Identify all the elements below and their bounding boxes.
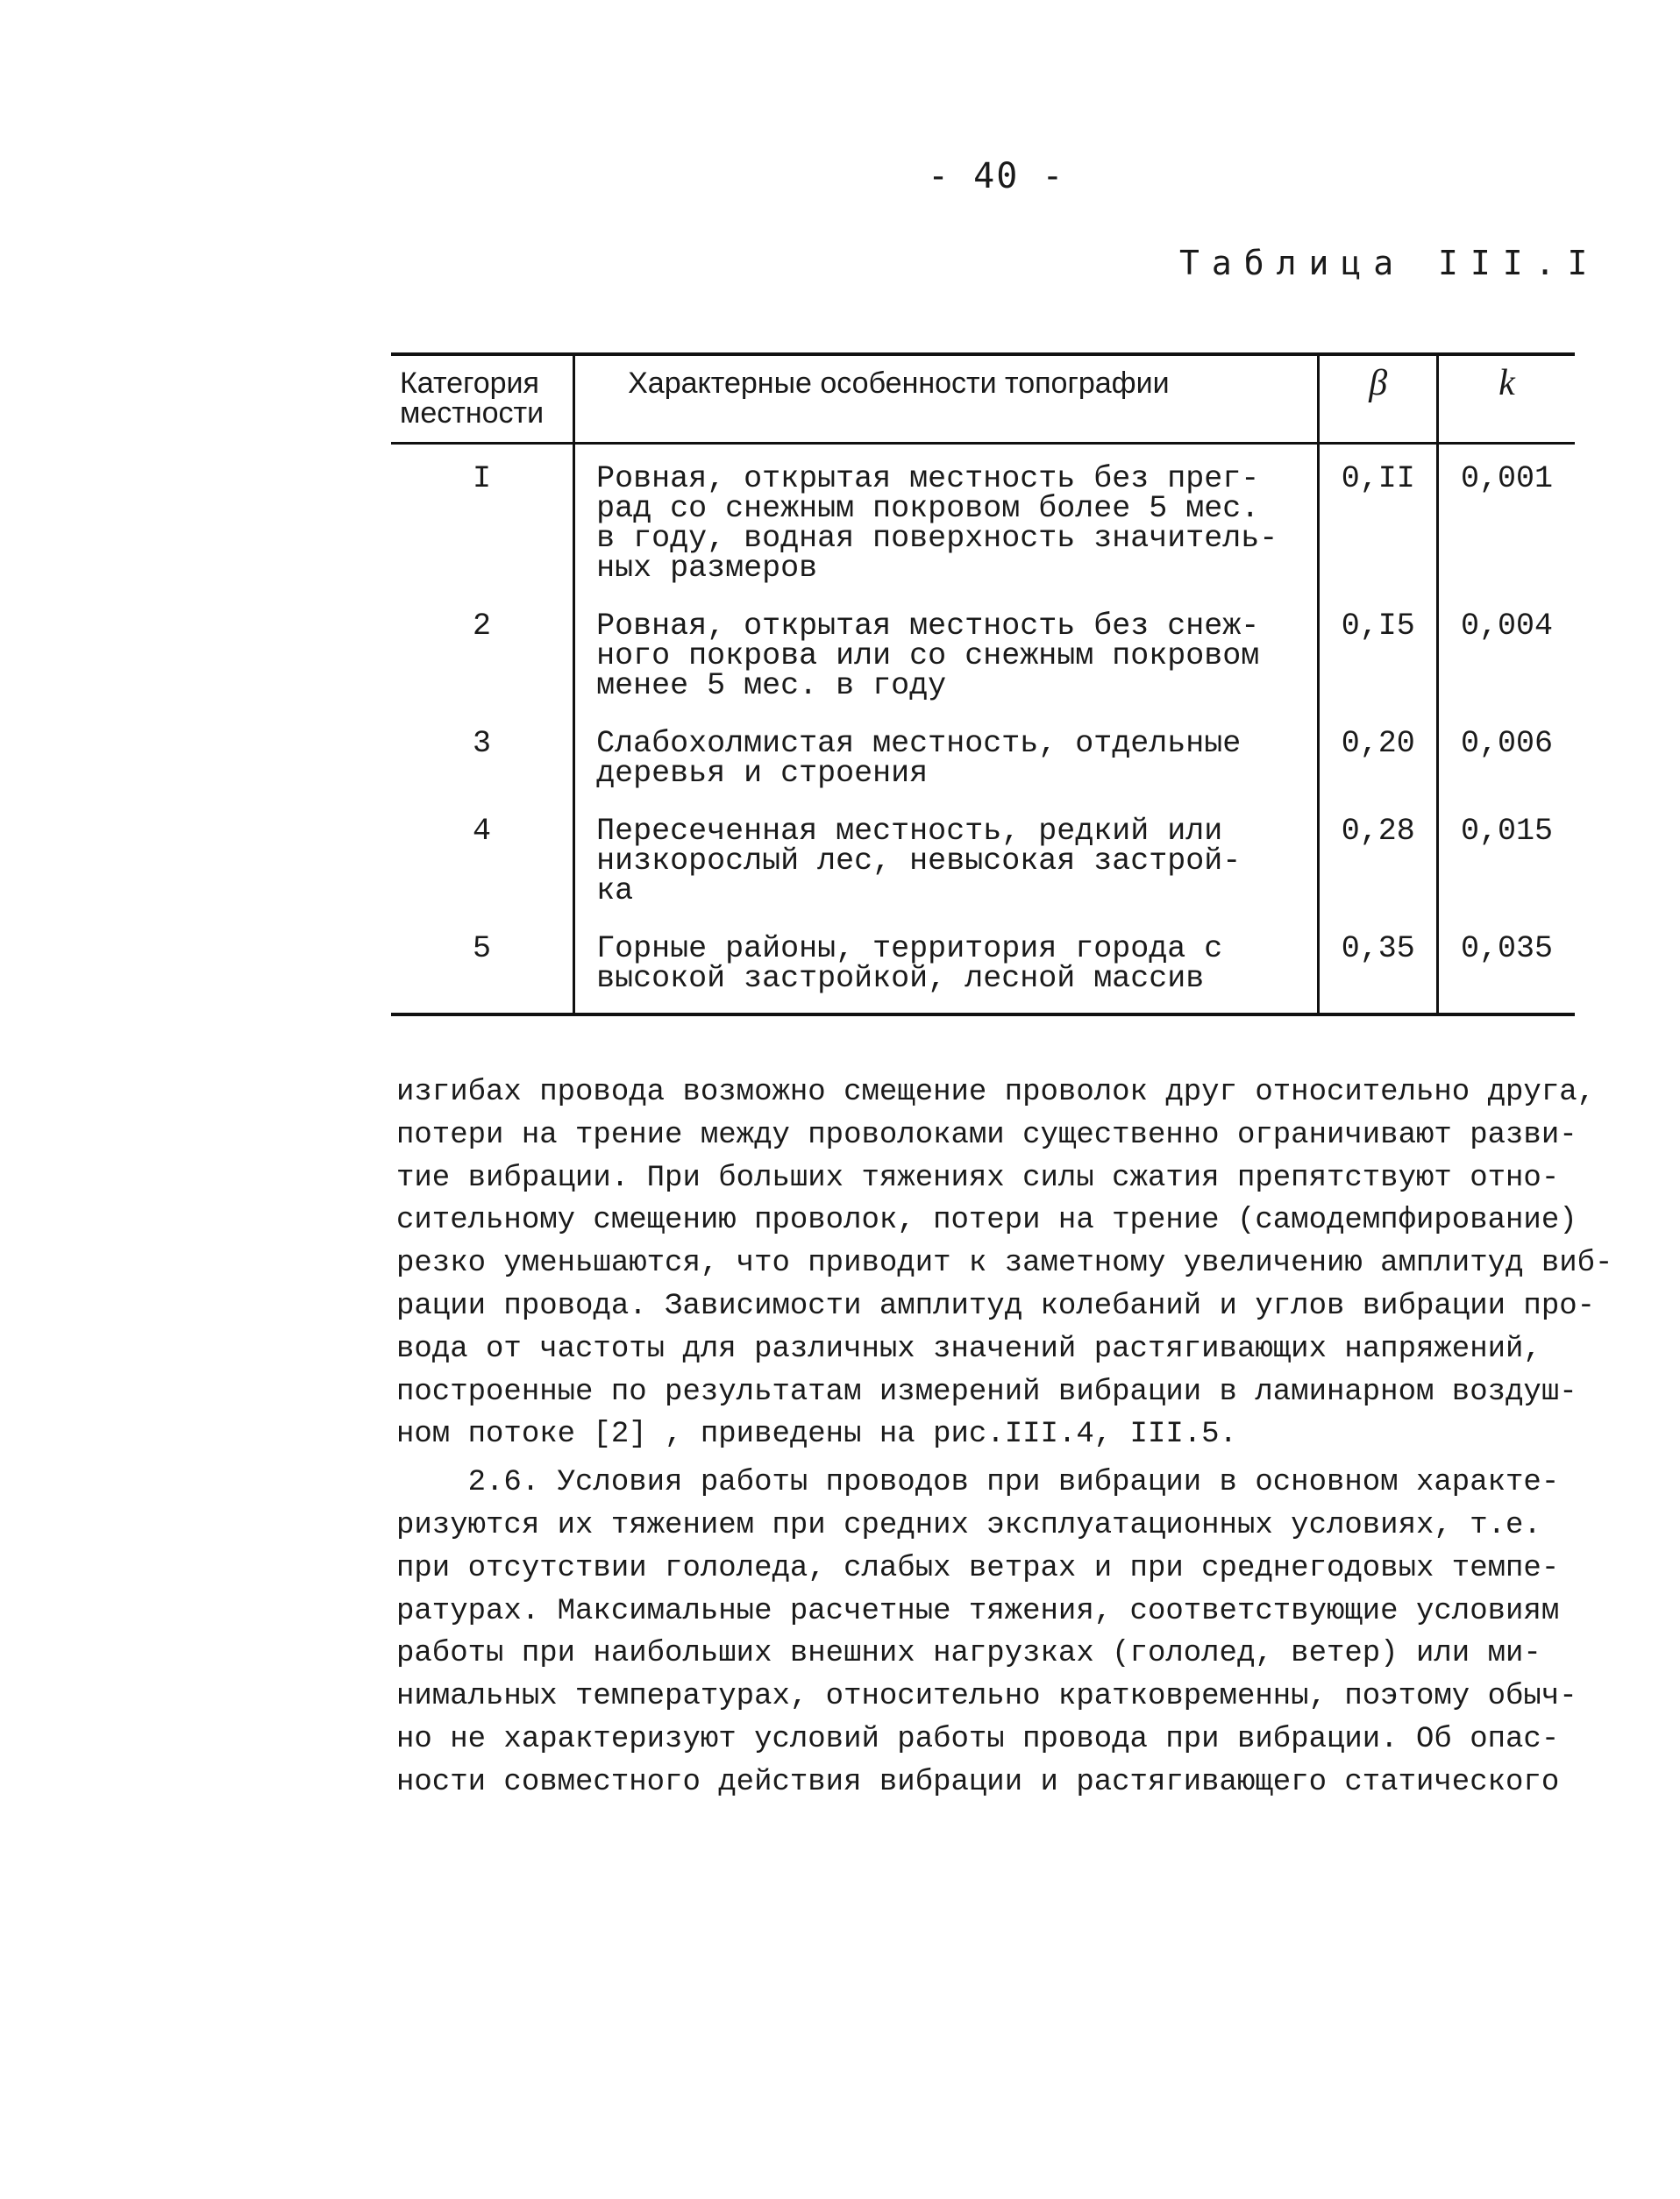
category-cell: 4 — [473, 814, 492, 849]
k-cell: 0,006 — [1438, 720, 1575, 808]
category-cell: I — [473, 461, 492, 496]
table-row — [391, 444, 1575, 603]
k-cell: 0,035 — [1438, 925, 1575, 1014]
features-cell: Пересеченная местность, редкий или низкорослый лес, невысокая застрой- ка — [574, 808, 1319, 925]
table-row — [391, 925, 1575, 1014]
k-cell: 0,004 — [1438, 602, 1575, 720]
topography-table — [391, 352, 1575, 1016]
features-cell: Ровная, открытая местность без прег- рад со снежным покровом более 5 мес. в году, водная поверхность значитель- ных размеров — [574, 444, 1319, 603]
table-row — [391, 720, 1575, 808]
beta-cell: 0,35 — [1319, 925, 1438, 1014]
header-beta: β — [1319, 354, 1438, 444]
table-row — [391, 602, 1575, 720]
beta-cell: 0,I5 — [1319, 602, 1438, 720]
table-caption: Таблица III.I — [1179, 244, 1600, 282]
table-row — [391, 808, 1575, 925]
page-number: - 40 - — [928, 156, 1065, 196]
body-text — [396, 1071, 1613, 1804]
category-cell: 5 — [473, 931, 492, 966]
features-cell: Ровная, открытая местность без снеж- ного покрова или со снежным покровом менее 5 мес. в году — [574, 602, 1319, 720]
features-cell: Слабохолмистая местность, отдельные деревья и строения — [574, 720, 1319, 808]
header-category: Категория местности — [391, 354, 574, 444]
paragraph: 2.6. Условия работы проводов при вибрации в основном характе- ризуются их тяжением при средних эксплуатационных условиях, т.е. при отсутствии гололеда, слабых ветрах и при среднегодовых темпе- ратурах. Максимальные расчетные тяжения, соответствующие условиям работы при наибольших внешних нагрузках (гололед, ветер) или ми- нимальных температурах, относительно кратковременны, поэтому обыч- но не характеризуют условий работы провода при вибрации. Об опас- ности совместного действия вибрации и растягивающего статического — [396, 1466, 1577, 1799]
features-cell: Горные районы, территория города с высокой застройкой, лесной массив — [574, 925, 1319, 1014]
k-cell: 0,001 — [1438, 444, 1575, 603]
category-cell: 2 — [473, 608, 492, 644]
beta-cell: 0,28 — [1319, 808, 1438, 925]
table-header-row — [391, 354, 1575, 444]
category-cell: 3 — [473, 726, 492, 761]
header-k: k — [1438, 354, 1575, 444]
beta-cell: 0,II — [1319, 444, 1438, 603]
beta-cell: 0,20 — [1319, 720, 1438, 808]
paragraph: изгибах провода возможно смещение проволок друг относительно друга, потери на трение между проволоками существенно ограничивают разви- тие вибрации. При больших тяжениях силы сжатия препятствуют отно- сительному смещению проволок, потери на трение (самодемпфирование) резко уменьшаются, что приводит к заметному увеличению амплитуд виб- рации провода. Зависимости амплитуд колебаний и углов вибрации про- вода от частоты для различных значений растягивающих напряжений, построенные по результатам измерений вибрации в ламинарном воздуш- ном потоке [2] , приведены на рис.III.4, III.5. — [396, 1076, 1613, 1452]
k-cell: 0,015 — [1438, 808, 1575, 925]
header-features: Характерные особенности топографии — [574, 354, 1319, 444]
